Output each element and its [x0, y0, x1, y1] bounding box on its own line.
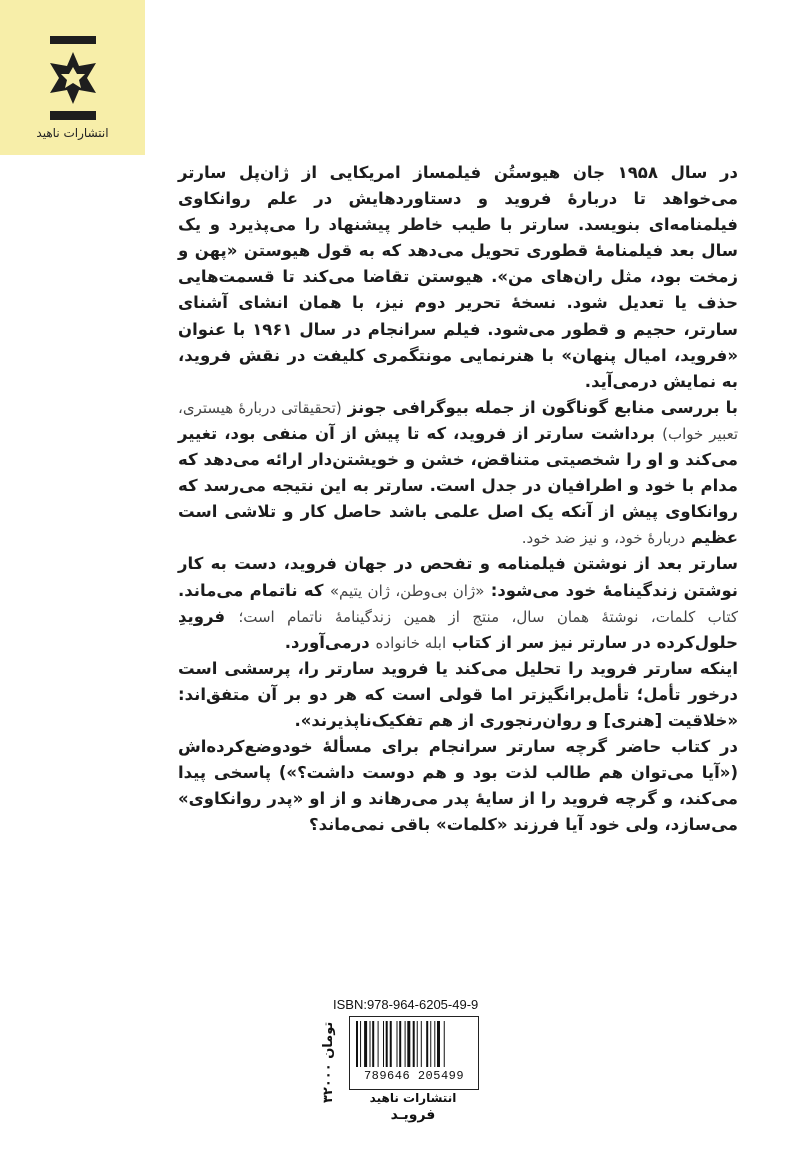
blurb-paragraph-5: در کتاب حاضر گرچه سارتر سرانجام برای مسألهٔ خودوضع‌کرده‌اش («آیا می‌توان هم طالب لذت بود و هم دوست داشت؟») پاسخی پیدا می‌کند، و گرچه فروید را از سایهٔ پدر می‌رهاند و از او «پدر روانکاوی» می‌سازد، ولی خود آیا فرزند «کلمات» باقی نمی‌ماند؟ [178, 737, 738, 835]
blurb-paragraph-4: اینکه سارتر فروید را تحلیل می‌کند یا فروید سارتر را، پرسشی است درخور تأمل؛ تأمل‌برانگیزتر اما قولی است که هر دو بر آن متفق‌اند: «خلاقیت [هنری] و روان‌رنجوری از هم تفکیک‌ناپذیرند». [178, 658, 738, 730]
barcode-digits: 789646 205499 [363, 1069, 465, 1083]
publisher-name-small: انتشارات ناهید [369, 1091, 457, 1105]
barcode-bars-icon [356, 1021, 472, 1069]
blurb-p3-part-f: ابله خانواده [375, 633, 447, 652]
blurb-p3-part-g: درمی‌آورد. [284, 632, 370, 652]
blurb-paragraph-1: در سال ۱۹۵۸ جان هیوستُن فیلمساز امریکایی از ژان‌پل سارتر می‌خواهد تا دربارهٔ فروید و دستاوردهایش در علم روانکاوی فیلمنامه‌ای بنویسد. سارتر با طیب خاطر پیشنهاد را می‌پذیرد و یک سال بعد فیلمنامهٔ قطوری تحویل می‌دهد که به قول هیوستن «پهن و زمخت بود، مثل ران‌های من». هیوستن تقاضا می‌کند تا قسمت‌هایی حذف یا تعدیل شود. نسخهٔ تحریر دوم نیز، با همان انشای آشنای سارتر، حجیم و قطور می‌شود. فیلم سرانجام در سال ۱۹۶۱ با عنوان «فروید، امیال پنهان» با هنرنمایی مونتگمری کلیفت در نقش فروید، به نمایش درمی‌آید. [178, 163, 738, 391]
blurb-paragraph-3 [178, 551, 738, 655]
blurb-paragraph-2 [178, 395, 738, 552]
back-cover-blurb [178, 160, 738, 838]
barcode [349, 1016, 479, 1090]
price-label: ۳۲۰۰۰ تومان [321, 1021, 336, 1103]
book-title-small: فرویـد [390, 1107, 436, 1123]
isbn-label: ISBN:978-964-6205-49-9 [333, 997, 479, 1012]
blurb-p3-part-c: که ناتمام می‌ماند. [178, 580, 324, 600]
publisher-logo-panel [0, 0, 145, 155]
blurb-p3-part-e: فرویدِ حلول‌کرده در سارتر نیز سر از کتاب [178, 606, 738, 652]
blurb-p2-part-d: دربارهٔ خود، و نیز ضد خود. [521, 529, 686, 548]
blurb-p3-part-b: «ژان بی‌وطن، ژان یتیم» [329, 581, 485, 600]
blurb-p2-part-b: (تحقیقاتی دربارهٔ هیستری، تعبیر خواب) [178, 398, 739, 443]
blurb-p3-part-d: کتاب کلمات، نوشتهٔ همان سال، منتج از همین زندگینامهٔ ناتمام است؛ [238, 607, 738, 626]
blurb-p3-part-a: سارتر بعد از نوشتن فیلمنامه و تفحص در جهان فروید، دست به کار نوشتن زندگینامهٔ خود می‌شود: [178, 554, 739, 600]
blurb-p2-part-c: برداشت سارتر از فروید، که تا پیش از آن منفی بود، تغییر می‌کند و او را شخصیتی متناقض، خشن و خویشتن‌دار ارائه می‌دهد که مدام با خود و اطرافیان در جدل است. سارتر به این نتیجه می‌رسد که روانکاوی پیش از آنکه یک اصل علمی باشد حاصل کار و تلاشی است عظیم [178, 423, 738, 548]
publisher-name: انتشارات ناهید [36, 126, 109, 140]
blurb-p2-part-a: با بررسی منابع گوناگون از جمله بیوگرافی جونز [347, 397, 738, 417]
publisher-star-logo-icon [44, 36, 102, 120]
